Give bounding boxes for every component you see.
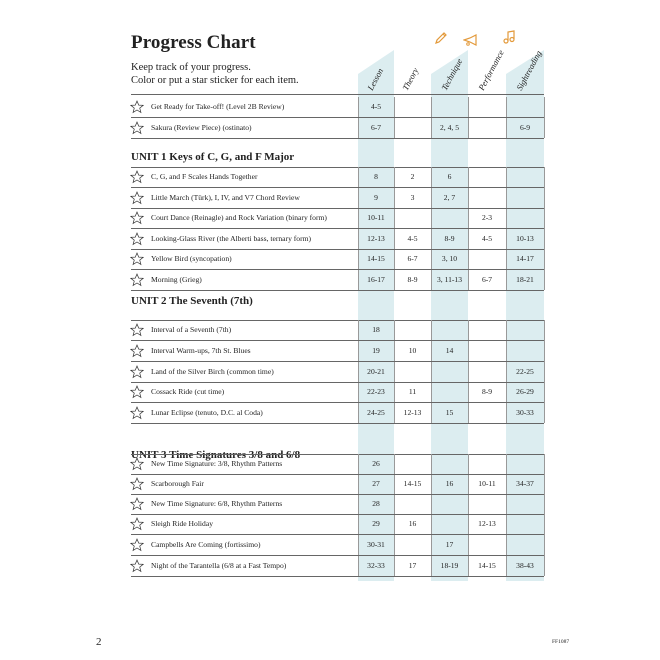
column-divider [358,454,359,576]
star-checkbox[interactable] [130,365,144,379]
star-checkbox[interactable] [130,538,144,552]
page-ref-lesson: 9 [374,193,378,202]
row-divider [131,290,544,291]
page-ref-lesson: 12-13 [367,234,385,243]
page-ref-lesson: 22-23 [367,387,385,396]
row-label: Little March (Türk), I, IV, and V7 Chord Review [151,193,300,202]
row-divider [131,576,544,577]
row-divider [131,138,544,139]
star-checkbox[interactable] [130,477,144,491]
page-ref-performance: 2-3 [481,213,493,222]
row-divider [131,117,544,118]
page-ref-technique: 18-19 [440,561,459,570]
page-ref-theory: 12-13 [403,408,422,417]
star-checkbox[interactable] [130,323,144,337]
column-divider [506,454,507,576]
row-label: Sakura (Review Piece) (ostinato) [151,123,252,132]
row-label: Morning (Grieg) [151,275,202,284]
page-ref-performance: 12-13 [478,519,496,528]
column-header-technique: Technique [439,56,465,92]
column-divider [544,320,545,423]
star-checkbox[interactable] [130,517,144,531]
row-divider [131,555,544,556]
unit-heading: UNIT 2 The Seventh (7th) [131,295,253,307]
page-ref-lesson: 24-25 [367,408,385,417]
page-ref-performance: 10-11 [478,479,496,488]
page-ref-performance: 8-9 [481,387,493,396]
page-ref-technique: 14 [445,346,454,355]
row-divider [131,228,544,229]
row-label: C, G, and F Scales Hands Together [151,172,258,181]
column-divider [394,454,395,576]
star-checkbox[interactable] [130,211,144,225]
page-ref-technique: 3, 11-13 [436,275,463,284]
page-ref-technique: 8-9 [444,234,455,243]
row-divider [131,494,544,495]
row-label: Looking-Glass River (the Alberti bass, ternary form) [151,234,312,243]
music-notes-icon [502,30,516,44]
page-ref-sightreading: 22-25 [516,367,534,376]
page-ref-sightreading: 30-33 [516,408,534,417]
page-ref-theory: 3 [410,193,415,202]
page-ref-lesson: 4-5 [370,102,382,111]
page-ref-theory: 4-5 [407,234,418,243]
page-ref-technique: 6 [447,172,452,181]
page-ref-theory: 11 [408,387,417,396]
trumpet-icon [463,34,479,46]
row-label: Interval of a Seventh (7th) [151,325,232,334]
page-ref-lesson: 16-17 [367,275,385,284]
star-checkbox[interactable] [130,170,144,184]
star-checkbox[interactable] [130,191,144,205]
page-ref-technique: 16 [445,479,454,488]
star-checkbox[interactable] [130,273,144,287]
row-label: Campbells Are Coming (fortissimo) [151,540,261,549]
row-divider [131,423,544,424]
star-checkbox[interactable] [130,100,144,114]
unit-heading: UNIT 1 Keys of C, G, and F Major [131,151,295,163]
star-checkbox[interactable] [130,121,144,135]
row-label: Court Dance (Reinagle) and Rock Variation (binary form) [151,213,327,222]
page-ref-sightreading: 26-29 [516,387,534,396]
page-ref-lesson: 29 [372,519,380,528]
page-ref-theory: 2 [410,172,415,181]
star-checkbox[interactable] [130,406,144,420]
column-divider [431,454,432,576]
pencil-icon [434,31,448,45]
page-ref-lesson: 27 [372,479,380,488]
page-ref-theory: 17 [408,561,417,570]
row-divider [131,187,544,188]
section-top-line [131,167,544,168]
page-ref-technique: 2, 4, 5 [440,123,459,132]
page-ref-technique: 15 [445,408,454,417]
star-checkbox[interactable] [130,497,144,511]
row-label: Cossack Ride (cut time) [151,387,225,396]
row-divider [131,514,544,515]
column-divider [544,454,545,576]
star-checkbox[interactable] [130,457,144,471]
star-checkbox[interactable] [130,385,144,399]
page-ref-sightreading: 38-43 [516,561,534,570]
intro-text [131,61,299,87]
row-divider [131,208,544,209]
column-header-theory: Theory [400,66,421,92]
row-label: Sleigh Ride Holiday [151,519,214,528]
row-divider [131,534,544,535]
row-label: Get Ready for Take-off! (Level 2B Review) [151,102,285,111]
row-divider [131,340,544,341]
page-ref-performance: 6-7 [481,275,493,284]
row-divider [131,361,544,362]
page-ref-theory: 10 [408,346,417,355]
page-ref-lesson: 6-7 [370,123,382,132]
page-ref-theory: 14-15 [403,479,422,488]
page-ref-lesson: 18 [372,325,380,334]
page-ref-technique: 3, 10 [441,254,458,263]
star-checkbox[interactable] [130,232,144,246]
star-checkbox[interactable] [130,344,144,358]
star-checkbox[interactable] [130,559,144,573]
star-checkbox[interactable] [130,252,144,266]
column-divider [468,320,469,423]
row-label: Land of the Silver Birch (common time) [151,367,274,376]
page-number: 2 [96,636,102,648]
page-ref-sightreading: 6-9 [519,123,531,132]
row-label: Night of the Tarantella (6/8 at a Fast Tempo) [151,561,287,570]
intro-line: Color or put a star sticker for each item. [131,75,299,86]
page-ref-performance: 14-15 [478,561,496,570]
page-ref-sightreading: 14-17 [516,254,534,263]
row-divider [131,402,544,403]
page-ref-lesson: 20-21 [367,367,385,376]
row-label: Lunar Eclipse (tenuto, D.C. al Coda) [151,408,263,417]
unit-heading: UNIT 3 Time Signatures 3/8 and 6/8 [131,449,301,461]
row-label: New Time Signature: 6/8, Rhythm Patterns [151,499,283,508]
column-divider [544,167,545,290]
column-divider [544,97,545,138]
page-ref-theory: 16 [408,519,417,528]
page-ref-technique: 17 [445,540,454,549]
page-ref-sightreading: 10-13 [516,234,534,243]
intro-line: Keep track of your progress. [131,62,251,73]
page-ref-theory: 8-9 [407,275,418,284]
page-ref-technique: 2, 7 [443,193,456,202]
page-ref-lesson: 19 [372,346,380,355]
page-ref-lesson: 28 [372,499,380,508]
column-header-lesson: Lesson [365,66,386,92]
page-ref-sightreading: 18-21 [516,275,534,284]
page-title: Progress Chart [131,32,256,53]
page-ref-lesson: 30-31 [367,540,385,549]
row-divider [131,474,544,475]
page-ref-lesson: 14-15 [367,254,385,263]
column-divider [468,454,469,576]
row-divider [131,269,544,270]
page-ref-lesson: 26 [372,459,380,468]
column-header-performance: Performance [476,48,506,92]
row-label: Scarborough Fair [151,479,204,488]
row-label: New Time Signature: 3/8, Rhythm Patterns [151,459,283,468]
page-ref-lesson: 8 [374,172,378,181]
section-top-line [131,454,544,455]
section-top-line [131,320,544,321]
row-divider [131,249,544,250]
row-label: Yellow Bird (syncopation) [151,254,232,263]
page-ref-sightreading: 34-37 [516,479,534,488]
page-ref-performance: 4-5 [481,234,493,243]
column-header-sightreading: Sightreading [514,48,544,92]
row-divider [131,382,544,383]
page-ref-lesson: 32-33 [367,561,385,570]
table-top-line [131,94,544,95]
row-label: Interval Warm-ups, 7th St. Blues [151,346,251,355]
page-ref-theory: 6-7 [407,254,418,263]
page-ref-lesson: 10-11 [367,213,385,222]
footer-code: FF1087 [552,639,570,645]
